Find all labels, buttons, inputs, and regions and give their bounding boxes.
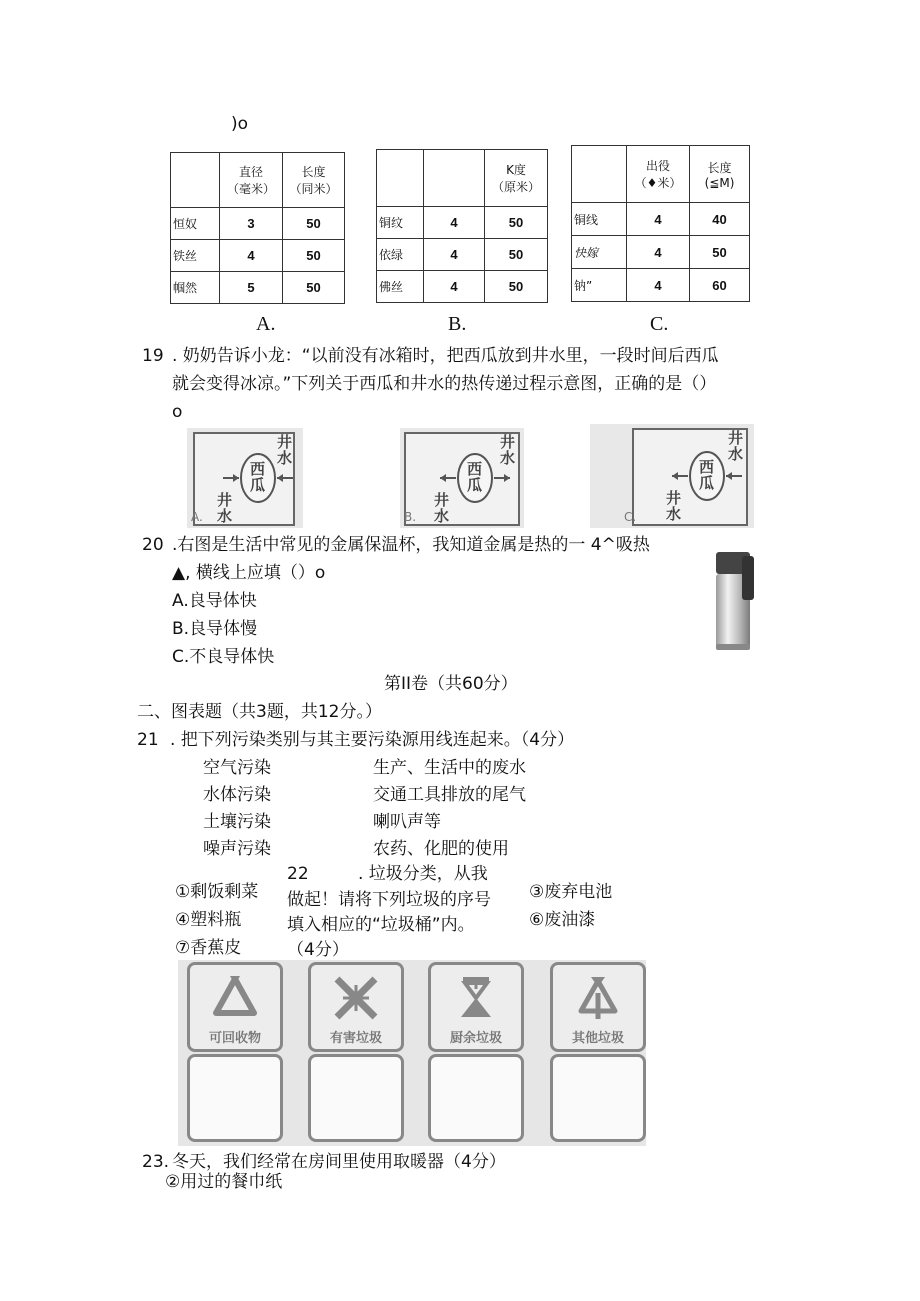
bin-recyclable xyxy=(187,962,283,1052)
q22-item: ④塑料瓶 xyxy=(175,910,242,930)
diagram-melon-text: 西瓜 xyxy=(699,458,715,492)
q21-left-item: 空气污染 xyxy=(203,758,271,778)
table-cell: 铜线 xyxy=(572,203,627,236)
diagram-label: B. xyxy=(404,510,417,524)
q21-right-item: 农药、化肥的使用 xyxy=(373,839,509,859)
hazard-icon xyxy=(331,973,381,1023)
q22-item: ③废弃电池 xyxy=(529,882,613,902)
table-header-cell: 直径 （毫米） xyxy=(220,153,283,208)
q20-option-c: C.不良导体快 xyxy=(172,647,275,667)
table-header-cell xyxy=(424,150,485,207)
q21-number: 21 xyxy=(137,730,159,750)
table-header-cell xyxy=(377,150,424,207)
q22-item: ⑥废油漆 xyxy=(529,910,596,930)
bin-answer-box[interactable] xyxy=(550,1054,646,1142)
q22-item: ⑦香蕉皮 xyxy=(175,938,242,958)
diagram-label: A. xyxy=(191,510,203,524)
table-cell: 5 xyxy=(220,272,283,304)
table-cell: 50 xyxy=(485,239,548,271)
table-header-cell xyxy=(171,153,220,208)
table-cell: 50 xyxy=(485,271,548,303)
table-cell: 佛丝 xyxy=(377,271,424,303)
bin-label: 其他垃圾 xyxy=(571,1031,624,1046)
table-option-c xyxy=(571,145,750,302)
table-cell: 4 xyxy=(424,207,485,239)
q19-text-line1: . 奶奶告诉小龙：“以前没有冰箱时，把西瓜放到井水里，一段时间后西瓜 xyxy=(172,346,719,366)
table-option-a xyxy=(170,152,345,304)
diagram-c xyxy=(590,424,754,528)
bin-label: 有害垃圾 xyxy=(329,1031,382,1046)
option-label-b: B. xyxy=(448,313,467,335)
kitchen-icon xyxy=(451,973,501,1023)
q20-text-line1: .右图是生活中常见的金属保温杯，我知道金属是热的一 4^吸热 xyxy=(172,535,650,555)
diagram-b xyxy=(400,428,524,528)
table-option-b xyxy=(376,149,548,303)
diagram-bottom-text: 井水 xyxy=(434,491,450,525)
table-cell: 钠” xyxy=(572,269,627,302)
diagram-melon-text: 西瓜 xyxy=(467,460,483,494)
bin-kitchen xyxy=(428,962,524,1052)
table-cell: 铁丝 xyxy=(171,240,220,272)
recycle-icon xyxy=(210,973,260,1023)
q22-item: ①剩饭剩菜 xyxy=(175,882,259,902)
diagram-top-text: 井水 xyxy=(728,429,744,463)
q19-text-line3: o xyxy=(172,402,183,422)
table-cell: 50 xyxy=(485,207,548,239)
table-cell: 依绿 xyxy=(377,239,424,271)
q21-left-item: 噪声污染 xyxy=(203,839,271,859)
bin-hazardous xyxy=(308,962,404,1052)
q20-option-b: B.良导体慢 xyxy=(172,619,258,639)
q21-left-item: 水体污染 xyxy=(203,785,271,805)
table-cell: 3 xyxy=(220,208,283,240)
q22-score: （4分） xyxy=(287,940,349,960)
table-cell: 40 xyxy=(690,203,750,236)
diagram-top-text: 井水 xyxy=(500,433,516,467)
table-header-cell: K度 （原米） xyxy=(485,150,548,207)
table-cell: 4 xyxy=(220,240,283,272)
option-label-a: A. xyxy=(256,313,276,335)
bin-answer-box[interactable] xyxy=(428,1054,524,1142)
q21-right-item: 喇叭声等 xyxy=(373,812,441,832)
diagram-top-text: 井水 xyxy=(277,433,293,467)
diagram-a xyxy=(187,428,303,528)
bin-label: 厨余垃圾 xyxy=(449,1031,502,1046)
table-header-cell xyxy=(572,146,627,203)
table-cell: 50 xyxy=(690,236,750,269)
q20-number: 20 xyxy=(142,535,164,555)
q21-right-item: 生产、生活中的废水 xyxy=(373,758,526,778)
q22-number: 22 xyxy=(287,864,309,884)
table-cell: 50 xyxy=(283,208,345,240)
q23-extra-item: ②用过的餐巾纸 xyxy=(165,1172,283,1192)
bin-answer-box[interactable] xyxy=(187,1054,283,1142)
table-header-cell: 出役 （♦米） xyxy=(627,146,690,203)
table-header-cell: 长度 (≦M) xyxy=(690,146,750,203)
q22-text-line3: 填入相应的“垃圾桶”内。 xyxy=(287,915,475,935)
bin-label: 可回收物 xyxy=(208,1031,261,1046)
q20-option-a: A.良导体快 xyxy=(172,591,257,611)
diagram-bottom-text: 井水 xyxy=(217,491,233,525)
other-icon xyxy=(573,973,623,1023)
table-cell: 4 xyxy=(627,269,690,302)
table-cell: 50 xyxy=(283,240,345,272)
q21-left-item: 土壤污染 xyxy=(203,812,271,832)
table-header-cell: 长度 （同米） xyxy=(283,153,345,208)
part-two-heading: 二、图表题（共3题，共12分。） xyxy=(137,702,382,722)
q21-text: . 把下列污染类别与其主要污染源用线连起来。（4分） xyxy=(170,730,575,750)
table-cell: 恒奴 xyxy=(171,208,220,240)
q19-number: 19 xyxy=(142,346,164,366)
diagram-melon-text: 西瓜 xyxy=(250,460,266,494)
q19-text-line2: 就会变得冰凉。”下列关于西瓜和井水的热传递过程示意图，正确的是（） xyxy=(172,374,717,394)
table-cell: 4 xyxy=(424,239,485,271)
bin-answer-box[interactable] xyxy=(308,1054,404,1142)
q22-text-line2: 做起！请将下列垃圾的序号 xyxy=(287,890,491,910)
table-cell: 帼然 xyxy=(171,272,220,304)
table-cell: 4 xyxy=(627,236,690,269)
thermos-cup-icon xyxy=(712,548,758,654)
diagram-bottom-text: 井水 xyxy=(666,489,682,523)
table-cell: 50 xyxy=(283,272,345,304)
table-cell: 4 xyxy=(627,203,690,236)
section-title: 第II卷（共60分） xyxy=(384,674,518,694)
option-label-c: C. xyxy=(650,313,669,335)
top-fragment: )o xyxy=(231,114,249,134)
bin-other xyxy=(550,962,646,1052)
q21-right-item: 交通工具排放的尾气 xyxy=(373,785,526,805)
table-cell: 4 xyxy=(424,271,485,303)
diagram-label: C. xyxy=(624,510,637,524)
q23-number: 23. xyxy=(142,1152,170,1172)
table-cell: 快嫁 xyxy=(572,236,627,269)
q22-text-line1: . 垃圾分类，从我 xyxy=(358,864,488,884)
table-cell: 60 xyxy=(690,269,750,302)
q23-text: 冬天，我们经常在房间里使用取暖器（4分） xyxy=(172,1152,506,1172)
table-cell: 铜纹 xyxy=(377,207,424,239)
q20-text-line2: ▲, 横线上应填（）o xyxy=(172,563,326,583)
